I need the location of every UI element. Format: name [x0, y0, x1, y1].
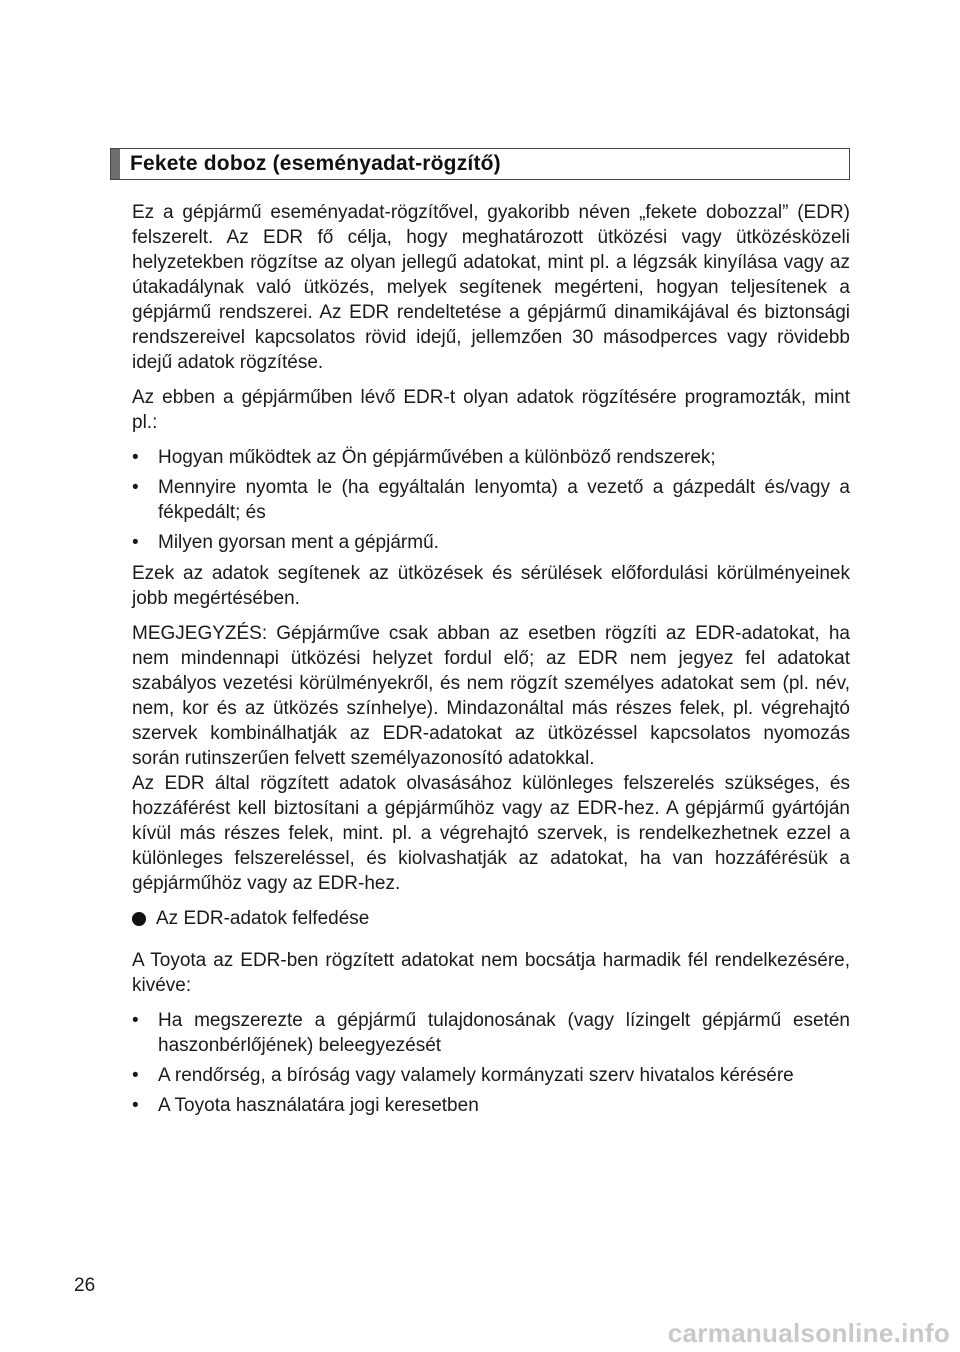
bullet-icon: •	[132, 1065, 139, 1086]
access-paragraph: Az EDR által rögzített adatok olvasásához különleges felszerelés szükséges, és hozzáférést kell biztosítani a gépjárműhöz vagy az EDR-hez. A gépjármű gyártóján kívül más részes felek, mint. pl. a végrehajtó szervek, is rendelkezhetnek ezzel a különleges felszereléssel, és kiolvashatják az adatokat, ha van hozzáférésük a gépjárműhöz vagy az EDR-hez.	[132, 773, 850, 894]
list-item	[132, 1008, 850, 1058]
list-item	[132, 530, 850, 555]
bullet-icon: •	[132, 1010, 139, 1031]
list-item-text: Milyen gyorsan ment a gépjármű.	[158, 532, 439, 553]
bullet-icon: •	[132, 1095, 139, 1116]
disclosure-exceptions-list	[132, 1008, 850, 1118]
filled-circle-icon	[132, 912, 146, 926]
purpose-paragraph: Ezek az adatok segítenek az ütközések és sérülések előfordulási körülményeinek jobb megértésében.	[132, 563, 850, 609]
section-header	[110, 148, 850, 180]
list-item-text: Ha megszerezte a gépjármű tulajdonosának (vagy lízingelt gépjármű esetén haszonbérlőjének) beleegyezését	[158, 1010, 850, 1056]
subheading-text: Az EDR-adatok felfedése	[156, 908, 370, 929]
list-item-text: A rendőrség, a bíróság vagy valamely kormányzati szerv hivatalos kérésére	[158, 1065, 794, 1086]
list-item	[132, 445, 850, 470]
note-paragraph: MEGJEGYZÉS: Gépjárműve csak abban az esetben rögzíti az EDR-adatokat, ha nem mindennapi ütközési helyzet fordul elő; az EDR nem jegyez fel adatokat szabályos vezetési körülményekről, és nem rögzít személyes adatokat sem (pl. név, nem, kor és az ütközés színhelye). Mindazonáltal más részes felek, pl. végrehajtó szervek kombinálhatják az EDR-adatokat az ütközéssel kapcsolatos nyomozás során rutinszerűen felvett személyazonosító adatokkal.	[132, 623, 850, 769]
header-accent-bar	[111, 149, 120, 179]
list-item-text: A Toyota használatára jogi keresetben	[158, 1095, 479, 1116]
bullet-icon: •	[132, 477, 139, 498]
recorded-data-list	[132, 445, 850, 555]
disclosure-paragraph: A Toyota az EDR-ben rögzített adatokat nem bocsátja harmadik fél rendelkezésére, kivéve:	[132, 950, 850, 996]
bullet-icon: •	[132, 532, 139, 553]
page-number: 26	[74, 1275, 96, 1296]
main-content	[132, 200, 850, 1124]
list-item	[132, 1063, 850, 1088]
section-title: Fekete doboz (eseményadat-rögzítő)	[130, 152, 501, 175]
list-item	[132, 475, 850, 525]
disclosure-subheading	[132, 906, 850, 931]
list-item-text: Mennyire nyomta le (ha egyáltalán lenyomta) a vezető a gázpedált és/vagy a fékpedált; és	[158, 477, 850, 523]
list-item-text: Hogyan működtek az Ön gépjárművében a különböző rendszerek;	[158, 447, 716, 468]
bullet-icon: •	[132, 447, 139, 468]
intro-paragraph: Ez a gépjármű eseményadat-rögzítővel, gyakoribb néven „fekete dobozzal” (EDR) felszerelt. Az EDR fő célja, hogy meghatározott ütközési vagy ütközésközeli helyzetekben rögzítse az olyan jellegű adatokat, mint pl. a légzsák kinyílása vagy az útakadálynak való ütközés, melyek segítenek megérteni, hogyan teljesítenek a gépjármű rendszerei. Az EDR rendeltetése a gépjármű dinamikájával és biztonsági rendszereivel kapcsolatos rövid idejű, jellemzően 30 másodperces vagy rövidebb idejű adatok rögzítése.	[132, 202, 850, 373]
programming-paragraph: Az ebben a gépjárműben lévő EDR-t olyan adatok rögzítésére programozták, mint pl.:	[132, 387, 850, 433]
list-item	[132, 1093, 850, 1118]
watermark: carmanualsonline.info	[667, 1318, 950, 1348]
